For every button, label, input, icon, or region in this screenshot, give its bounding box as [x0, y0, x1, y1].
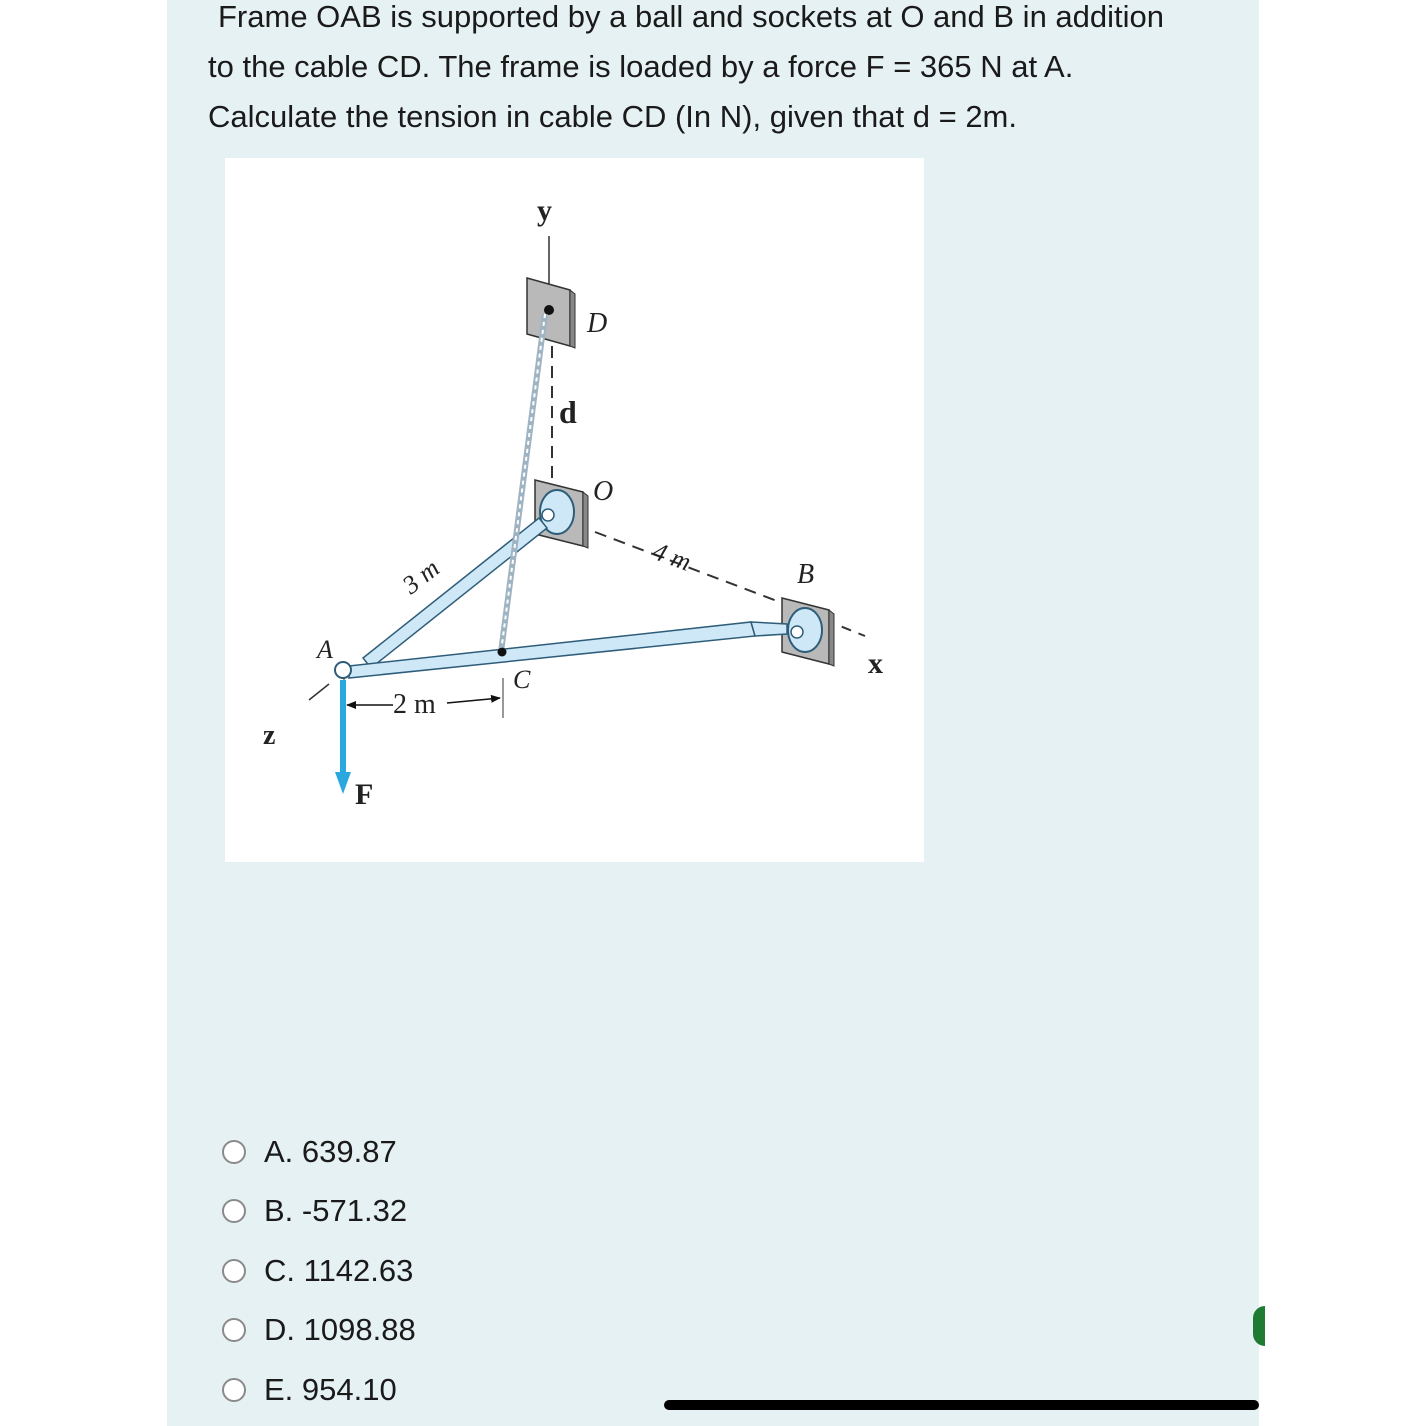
option-c-letter: C. — [264, 1252, 295, 1288]
dim-oa-label: 3 m — [396, 553, 445, 600]
dim-ac-arrow-right — [447, 698, 500, 703]
option-b[interactable] — [222, 1182, 416, 1242]
frame-diagram — [225, 158, 924, 862]
d-plate-edge — [570, 290, 575, 348]
point-d-dot — [544, 305, 554, 315]
point-o-label: O — [593, 476, 614, 507]
dim-d-label: d — [559, 394, 577, 430]
option-a-radio[interactable] — [222, 1140, 246, 1164]
y-axis-label: y — [537, 194, 552, 227]
option-a-letter: A. — [264, 1133, 294, 1169]
answer-options — [222, 1122, 416, 1420]
member-ab-end — [751, 622, 787, 636]
force-f-arrowhead — [335, 772, 351, 794]
option-c-radio[interactable] — [222, 1259, 246, 1283]
option-a[interactable] — [222, 1122, 416, 1182]
option-b-radio[interactable] — [222, 1199, 246, 1223]
point-c-label: C — [513, 665, 531, 694]
b-ball — [791, 626, 803, 638]
option-d-radio[interactable] — [222, 1318, 246, 1342]
z-axis-label: z — [263, 720, 276, 751]
point-b-label: B — [797, 559, 815, 590]
x-axis-label: x — [868, 647, 883, 680]
option-d-value: 1098.88 — [303, 1312, 416, 1348]
question-line-2: to the cable CD. The frame is loaded by a force F = 365 N at A. — [208, 49, 1074, 84]
b-plate-edge — [829, 610, 834, 666]
option-c[interactable] — [222, 1241, 416, 1301]
point-d-label: D — [587, 308, 608, 339]
frame-diagram-svg — [225, 158, 924, 862]
option-d-letter: D. — [264, 1312, 295, 1348]
option-d[interactable] — [222, 1301, 416, 1361]
question-text — [208, 0, 1268, 142]
dim-ob-label: 4 m — [648, 536, 695, 577]
option-e-letter: E. — [264, 1371, 294, 1407]
o-ball — [542, 509, 554, 521]
o-plate-edge — [583, 492, 588, 548]
option-e-radio[interactable] — [222, 1378, 246, 1402]
question-line-1: Frame OAB is supported by a ball and sockets at O and B in addition — [218, 0, 1165, 34]
point-a-label: A — [317, 635, 333, 664]
option-a-value: 639.87 — [301, 1133, 397, 1169]
force-f-label: F — [355, 778, 374, 811]
option-c-value: 1142.63 — [303, 1252, 414, 1288]
horizontal-scrollbar[interactable] — [664, 1400, 1259, 1410]
option-e[interactable] — [222, 1360, 416, 1420]
option-b-letter: B. — [264, 1193, 294, 1229]
edge-indicator — [1253, 1306, 1265, 1346]
question-line-3: Calculate the tension in cable CD (In N), given that d = 2m. — [208, 99, 1017, 134]
option-e-value: 954.10 — [301, 1371, 397, 1407]
option-b-value: -571.32 — [301, 1193, 408, 1229]
point-c-dot — [498, 648, 507, 657]
z-axis-line — [309, 684, 329, 700]
dim-ac-label: 2 m — [393, 689, 436, 720]
ob-dashed-line — [595, 532, 785, 604]
member-oa — [363, 518, 547, 668]
point-a-joint — [335, 662, 351, 678]
